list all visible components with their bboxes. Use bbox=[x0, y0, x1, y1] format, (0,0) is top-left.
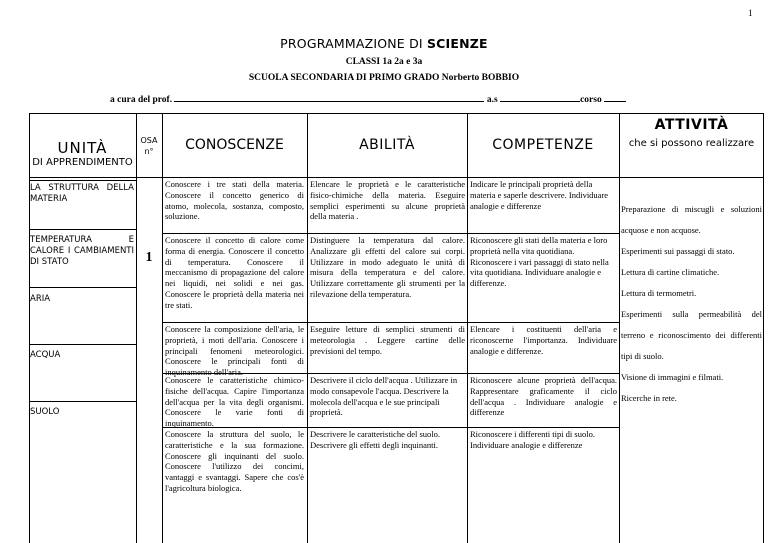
attivita-item-7: Ricerche in rete. bbox=[621, 393, 677, 403]
title-prefix: PROGRAMMAZIONE DI bbox=[280, 36, 427, 51]
title-subject: SCIENZE bbox=[426, 36, 488, 51]
conoscenze-row-3: Conoscere la composizione dell'aria, le proprietà, i moti dell'aria. Conoscere i principali fenomeni meteorologici. Conoscere le principali fonti di inquinamento dell'aria. bbox=[165, 324, 304, 378]
page-number: 1 bbox=[748, 8, 753, 18]
header-di-apprendimento: DI APPRENDIMENTO bbox=[32, 157, 133, 168]
classes-line: CLASSI 1a 2a e 3a bbox=[345, 57, 423, 67]
teacher-blank[interactable] bbox=[174, 93, 484, 102]
programme-table bbox=[29, 113, 764, 543]
unit-struttura-materia: LA STRUTTURA DELLA MATERIA bbox=[30, 183, 134, 204]
attivita-item-6: Visione di immagini e filmati. bbox=[621, 372, 724, 382]
unit-suolo: SUOLO bbox=[30, 407, 60, 417]
attivita-item-3: Lettura di cartine climatiche. bbox=[621, 267, 720, 277]
school-line: SCUOLA SECONDARIA DI PRIMO GRADO Norberto BOBBIO bbox=[248, 73, 520, 83]
unit-aria: ARIA bbox=[30, 294, 51, 304]
conoscenze-row-4: Conoscere le caratteristiche chimico-fisiche dell'acqua. Capire l'importanza dell'acqua per la vita degli organismi. Conoscere le varie fonti di inquinamento. bbox=[165, 375, 304, 429]
osa-number: 1 bbox=[145, 250, 153, 265]
unit-acqua: ACQUA bbox=[30, 350, 61, 360]
competenze-row-5: Riconoscere i differenti tipi di suolo. Individuare analogie e differenze bbox=[470, 429, 595, 450]
competenze-row-4: Riconoscere alcune proprietà dell'acqua. Rappresentare graficamente il ciclo dell'acqua . Individuare analogie e differenze bbox=[470, 375, 617, 418]
teacher-line bbox=[110, 93, 626, 105]
conoscenze-row-2: Conoscere il concetto di calore come forma di energia. Conoscere il concetto di temperatura. Conoscere il meccanismo di propagazione del calore nei liquidi, nei solidi e nei gas. Conoscere le proprietà della materia nei tre stati. bbox=[165, 235, 304, 310]
attivita-item-2: Esperimenti sui passaggi di stato. bbox=[621, 246, 735, 256]
header-attivita-sub: che si possono realizzare bbox=[628, 138, 755, 149]
document-title bbox=[0, 36, 768, 51]
header-osa: OSA n° bbox=[140, 136, 158, 156]
abilita-row-2: Distinguere la temperatura dal calore. Analizzare gli effetti del calore sui corpi. Utilizzare in modo adeguato le unità di misura della temperatura e del calore. Utilizzare correttamente gli strumenti per la rilevazione della temperatura. bbox=[310, 235, 465, 299]
cura-label: a cura del prof. bbox=[110, 95, 173, 105]
abilita-row-1: Elencare le proprietà e le caratteristiche fisico-chimiche della materia. Eseguire semplici esperimenti su alcune proprietà della materia . bbox=[310, 179, 465, 222]
competenze-row-1: Indicare le principali proprietà della materia e saperle descrivere. Individuare analogie e differenze bbox=[470, 179, 609, 211]
school-year-blank[interactable] bbox=[500, 93, 580, 102]
abilita-row-5: Descrivere le caratteristiche del suolo. Descrivere gli effetti degli inquinanti. bbox=[310, 429, 441, 450]
attivita-item-5: Esperimenti sulla permeabilità del terreno e riconoscimento dei differenti tipi di suolo. bbox=[621, 309, 762, 361]
header-conoscenze: CONOSCENZE bbox=[185, 137, 284, 153]
abilita-row-3: Eseguire letture di semplici strumenti di meteorologia . Leggere cartine delle previsioni del tempo. bbox=[310, 324, 465, 356]
attivita-item-4: Lettura di termometri. bbox=[621, 288, 697, 298]
attivita-item-1: Preparazione di miscugli e soluzioni acquose e non acquose. bbox=[621, 204, 762, 235]
attivita-list bbox=[621, 199, 762, 409]
header-unita: UNITÀ bbox=[57, 139, 108, 157]
competenze-row-2: Riconoscere gli stati della materia e loro proprietà nella vita quotidiana. Riconoscere i vari passaggi di stato nella vita quotidiana. Individuare analogie e differenze. bbox=[470, 235, 609, 289]
conoscenze-row-1: Conoscere i tre stati della materia. Conoscere il concetto generico di atomo, molecola, sostanza, composto, soluzione. bbox=[165, 179, 304, 222]
as-label: a.s bbox=[486, 95, 498, 105]
corso-label: corso bbox=[580, 95, 602, 105]
conoscenze-row-5: Conoscere la struttura del suolo, le caratteristiche e la sua formazione. Conoscere gli inquinanti del suolo. Conoscere l'utilizzo dei concimi, vantaggi e svantaggi. Sapere che cos'è l'agricoltura biologica. bbox=[165, 429, 304, 493]
unit-temperatura-calore: TEMPERATURA E CALORE I CAMBIAMENTI DI STATO bbox=[30, 235, 134, 267]
header-abilita: ABILITÀ bbox=[359, 137, 415, 153]
competenze-row-3: Elencare i costituenti dell'aria e riconoscerne l'importanza. Individuare analogie e differenze. bbox=[470, 324, 617, 356]
abilita-row-4: Descrivere il ciclo dell'acqua . Utilizzare in modo consapevole l'acqua. Descrivere la molecola dell'acqua e le sue principali proprietà. bbox=[310, 375, 458, 418]
header-attivita: ATTIVITÀ bbox=[654, 117, 729, 133]
header-competenze: COMPETENZE bbox=[492, 137, 594, 153]
course-blank[interactable] bbox=[604, 93, 626, 102]
